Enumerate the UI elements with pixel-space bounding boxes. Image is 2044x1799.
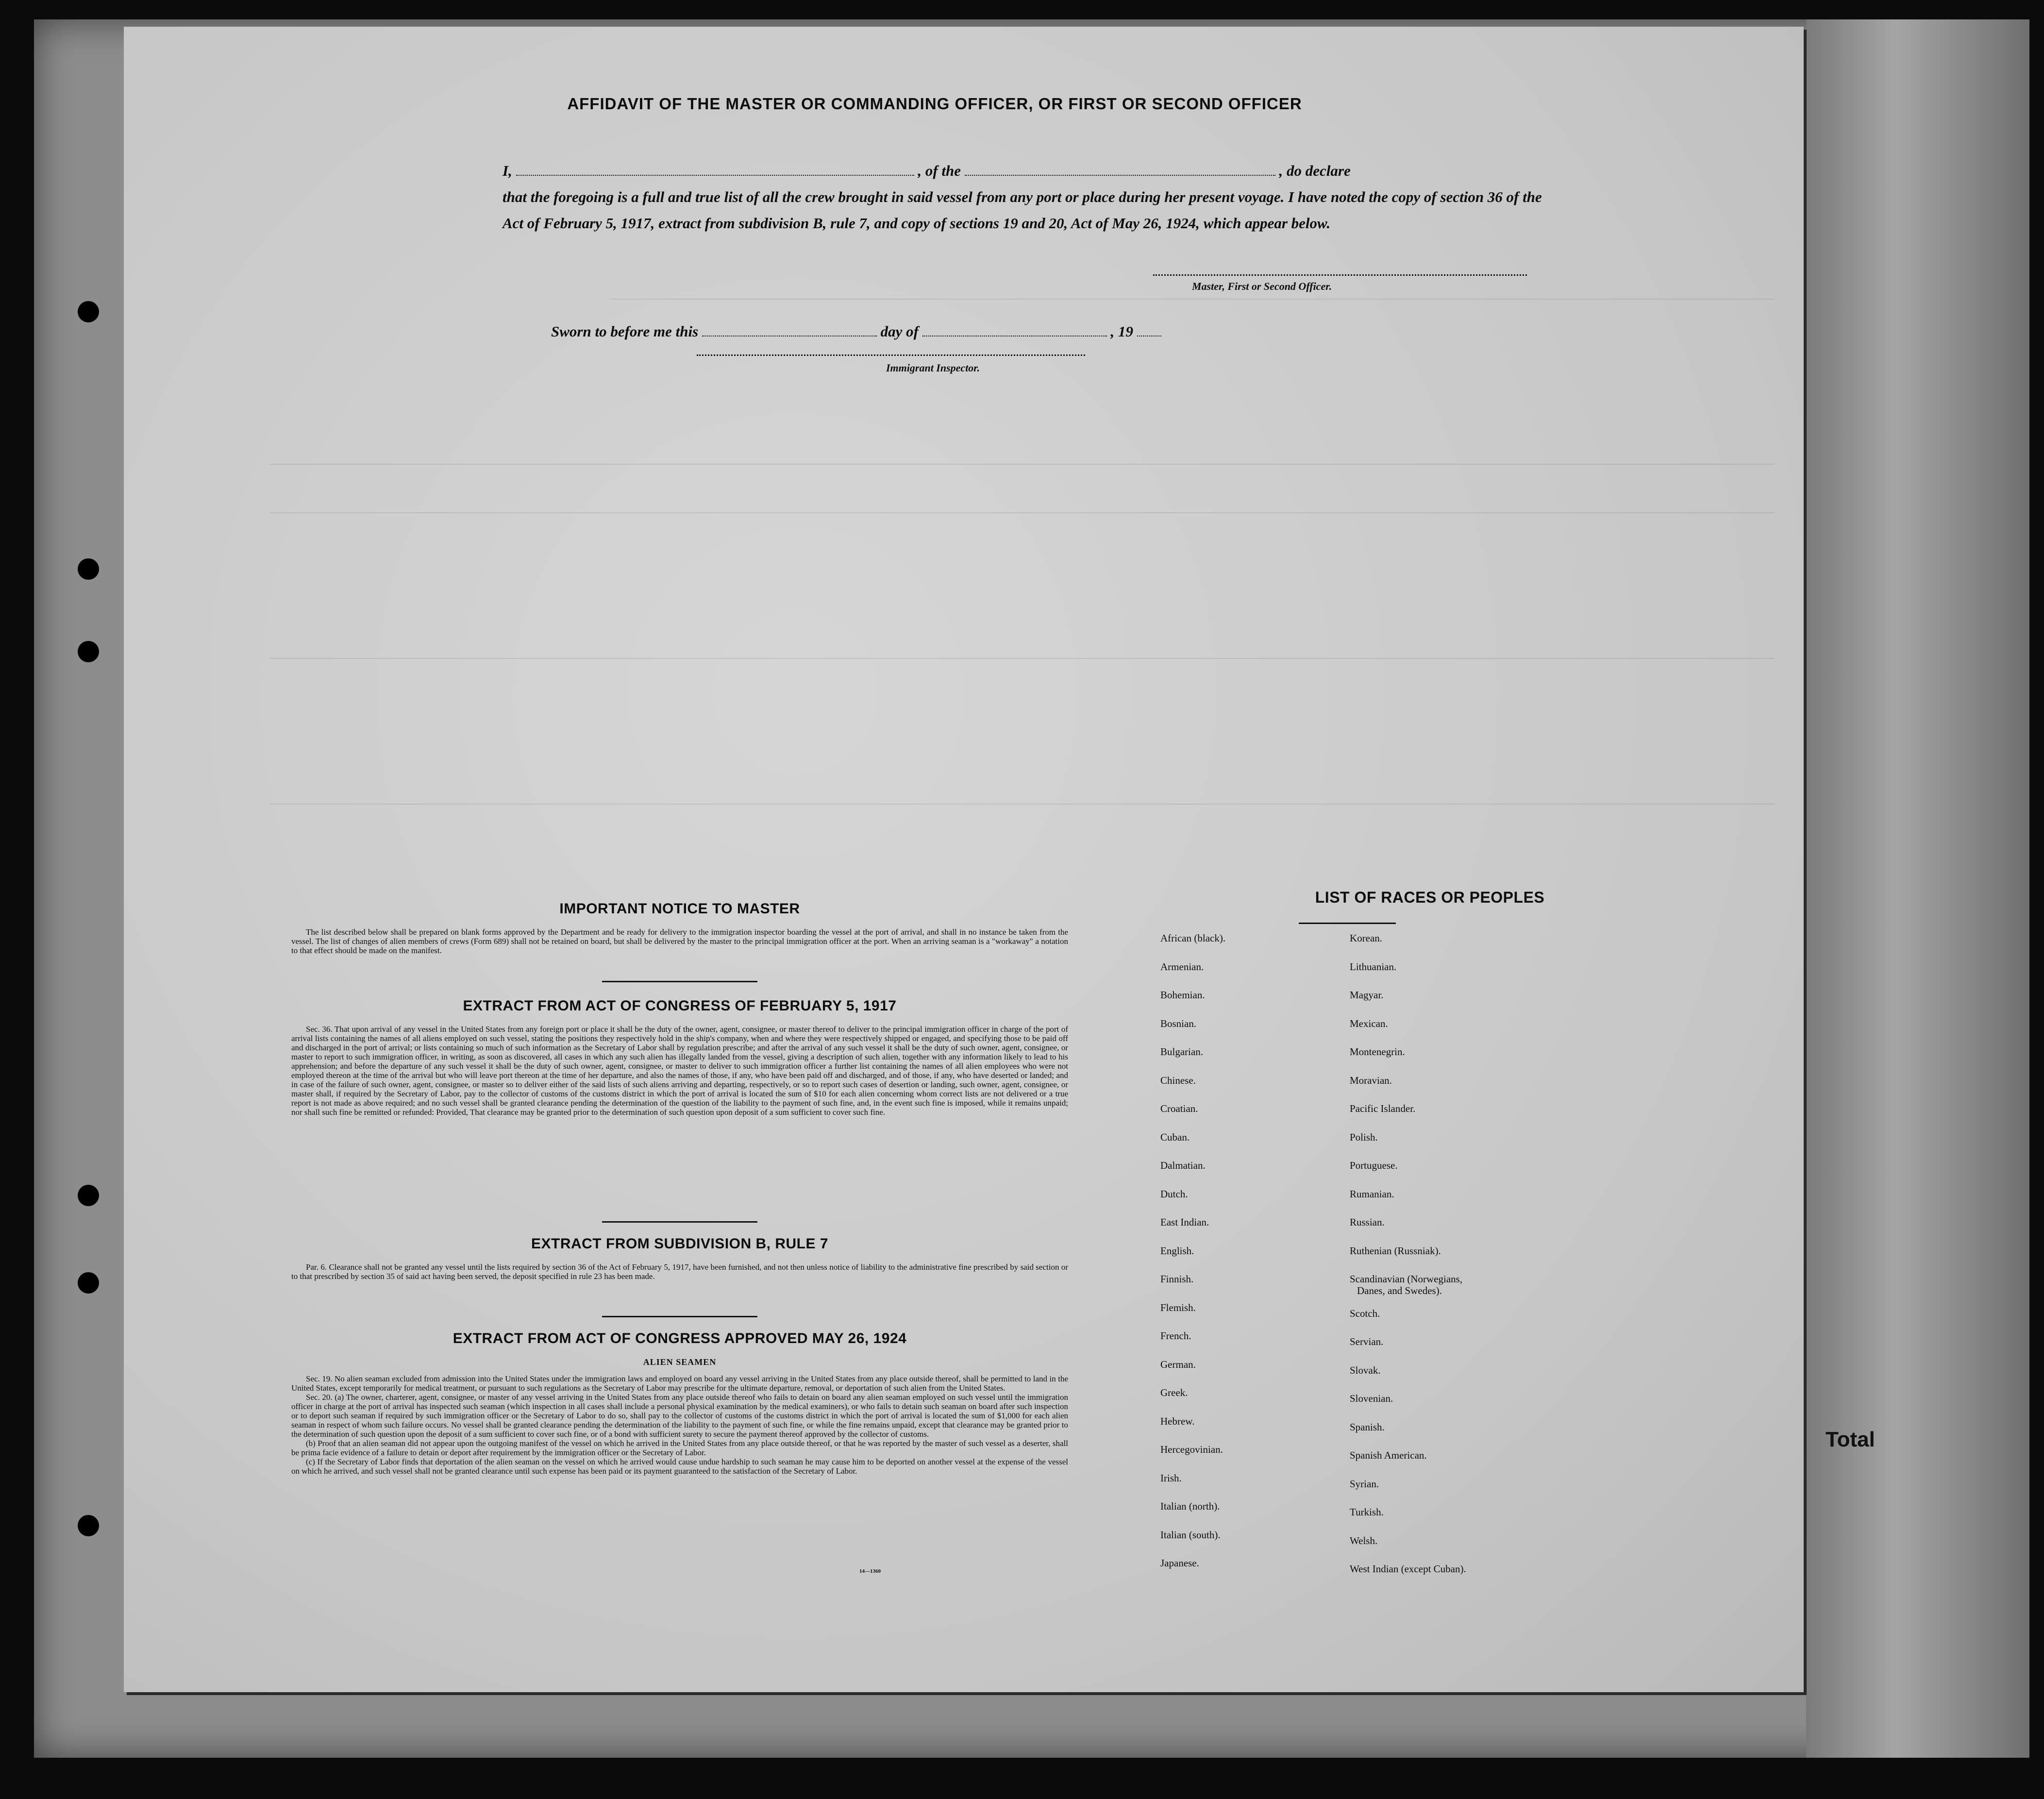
race-item: Polish. <box>1350 1131 1378 1143</box>
extract-1924-text <box>291 1374 1068 1476</box>
show-through-rule <box>269 804 1775 805</box>
races-title: LIST OF RACES OR PEOPLES <box>1315 889 1545 906</box>
extract-rule7-paragraph: Par. 6. Clearance shall not be granted any vessel until the lists required by section 36 of the Act of February 5, 1917, have been furnished, and not then unless notice of liability to the administrative fine prescribed by said section or to that prescribed by section 35 of said act having been served, the deposit specified in rule 23 has been made. <box>291 1262 1068 1281</box>
race-item: Spanish. <box>1350 1421 1385 1433</box>
sworn-line <box>551 323 1161 340</box>
race-item: Mexican. <box>1350 1017 1388 1029</box>
race-item: Rumanian. <box>1350 1188 1394 1200</box>
affidavit-i-label: I, <box>503 162 512 179</box>
affidavit-of-label: , of the <box>918 162 961 179</box>
race-item: Flemish. <box>1160 1301 1196 1313</box>
affidavit-title: AFFIDAVIT OF THE MASTER OR COMMANDING OFFICER, OR FIRST OR SECOND OFFICER <box>567 95 1302 113</box>
vessel-field[interactable] <box>965 163 1275 176</box>
punch-hole <box>78 558 99 580</box>
race-item: Dalmatian. <box>1160 1160 1206 1171</box>
race-item: Magyar. <box>1350 989 1384 1001</box>
name-field[interactable] <box>516 163 914 176</box>
race-item: Irish. <box>1160 1472 1182 1484</box>
race-item: French. <box>1160 1330 1191 1342</box>
race-item: Portuguese. <box>1350 1160 1398 1171</box>
punch-hole <box>78 1185 99 1206</box>
race-item: Croatian. <box>1160 1103 1198 1114</box>
affidavit-declaration <box>503 158 1561 236</box>
punch-hole <box>78 1272 99 1294</box>
race-item: Hercegovinian. <box>1160 1444 1223 1455</box>
race-item: East Indian. <box>1160 1216 1209 1228</box>
extract-1924-paragraph: Sec. 20. (a) The owner, charterer, agent, consignee, or master of any vessel arriving in the United States from any place outside thereof who fails to detain on board any alien seaman employed on such vessel until the immigration officer in charge at the port of arrival has inspected such seaman (which inspection in all cases shall include a personal physical examination by the medical examiners), or who fails to detain such seaman on board after such inspection or to deport such seaman if required by such immigration officer or the Secretary of Labor to do so, shall pay to the collector of customs of the customs district in which the port of arrival is located the sum of $1,000 for each alien seaman in respect of whom such failure occurs. No vessel shall be granted clearance pending the determination of the liability to the payment of such fine, or while the fine remains unpaid, except that clearance may be granted prior to the determination of such question upon the deposit of a sum sufficient to cover such fine, or of a bond with sufficient surety to secure the payment thereof approved by the collector of customs. <box>291 1393 1068 1439</box>
race-item: Japanese. <box>1160 1557 1199 1569</box>
race-item: German. <box>1160 1358 1196 1370</box>
race-item: Montenegrin. <box>1350 1046 1405 1058</box>
race-item: Italian (north). <box>1160 1500 1220 1512</box>
show-through-rule <box>269 512 1775 513</box>
race-item: Italian (south). <box>1160 1529 1221 1541</box>
race-item: Bulgarian. <box>1160 1046 1204 1058</box>
race-item: Servian. <box>1350 1336 1384 1347</box>
race-item: Chinese. <box>1160 1074 1196 1086</box>
extract-rule7-text <box>291 1262 1068 1281</box>
section-divider <box>602 1221 757 1223</box>
race-item: Dutch. <box>1160 1188 1188 1200</box>
sworn-month-field[interactable] <box>922 324 1107 336</box>
race-item: Cuban. <box>1160 1131 1190 1143</box>
race-item: Syrian. <box>1350 1478 1379 1490</box>
race-item: West Indian (except Cuban). <box>1350 1563 1466 1575</box>
race-item: Armenian. <box>1160 960 1204 973</box>
race-item: Slovenian. <box>1350 1393 1393 1404</box>
race-item: African (black). <box>1160 932 1226 944</box>
extract-1917-paragraph: Sec. 36. That upon arrival of any vessel in the United States from any foreign port or place it shall be the duty of the owner, agent, consignee, or master thereof to deliver to the principal immigration officer in charge of the port of arrival lists containing the names of all aliens employed on such vessel, stating the positions they respectively hold in the ship's company, when and where they were respectively shipped or engaged, and specifying those to be paid off and discharged in the port of arrival; or lists containing so much of such information as the Secretary of Labor shall by regulation prescribe; and after the arrival of any such vessel it shall be the duty of such owner, agent, consignee, or master to report to such immigration officer, in writing, as soon as discovered, all cases in which any such alien has illegally landed from the vessel, giving a description of such alien, together with any information likely to lead to his apprehension; and before the departure of any such vessel it shall be the duty of such owner, agent, consignee, or master to deliver to such immigration officer a further list containing the names of all alien employees who were not employed thereon at the time of the arrival but who will leave port thereon at the time of her departure, and also the names of those, if any, who have been paid off and discharged, and of those, if any, who have deserted or landed; and in case of the failure of such owner, agent, consignee, or master so to deliver either of the said lists of such aliens arriving and departing, respectively, or so to report such cases of desertion or landing, such owner, agent, consignee, or master shall, if required by the Secretary of Labor, pay to the collector of customs of the customs district in which the port of arrival is located the sum of $10 for each alien concerning whom correct lists are not delivered or a true report is not made as above required; and no such vessel shall be granted clearance pending the determination of the question of the liability to the payment of such fine, and, in the event such fine is imposed, while it remains unpaid; nor shall such fine be remitted or refunded: Provided, That clearance may be granted prior to the determination of such question upon deposit of a sum sufficient to cover such fine. <box>291 1025 1068 1117</box>
section-divider <box>602 981 757 982</box>
race-item: Pacific Islander. <box>1350 1103 1416 1114</box>
notice-paragraph: The list described below shall be prepared on blank forms approved by the Department and be ready for delivery to the immigration inspector boarding the vessel at the port of arrival, and shall in no instance be taken from the vessel. The list of changes of alien members of crews (Form 689) shall not be retained on board, but shall be delivered by the master to the principal immigration officer at the port. When an arriving seaman is a "workaway" a notation to that effect should be made on the manifest. <box>291 927 1068 955</box>
show-through-rule <box>269 464 1775 465</box>
inspector-caption: Immigrant Inspector. <box>886 362 980 374</box>
race-item: Scotch. <box>1350 1307 1380 1319</box>
affidavit-declare-label: , do declare <box>1279 162 1351 179</box>
show-through-rule <box>609 299 1775 300</box>
form-number: 14—1360 <box>859 1568 881 1574</box>
show-through-rule <box>269 658 1775 659</box>
sworn-year-field[interactable] <box>1137 324 1161 336</box>
extract-1924-subtitle: ALIEN SEAMEN <box>643 1357 717 1367</box>
extract-rule7-title: EXTRACT FROM SUBDIVISION B, RULE 7 <box>531 1236 829 1252</box>
extract-1917-title: EXTRACT FROM ACT OF CONGRESS OF FEBRUARY 5, 1917 <box>463 998 897 1014</box>
extract-1924-paragraph: (b) Proof that an alien seaman did not appear upon the outgoing manifest of the vessel on which he arrived in the United States from any place outside thereof, or that he was reported by the master of such vessel as a deserter, shall be prima facie evidence of a failure to detain or deport after requirement by the immigration officer or the Secretary of Labor. <box>291 1439 1068 1457</box>
race-item: Bosnian. <box>1160 1017 1197 1029</box>
race-item: Welsh. <box>1350 1534 1378 1547</box>
extract-1924-paragraph: Sec. 19. No alien seaman excluded from admission into the United States under the immigration laws and employed on board any vessel arriving in the United States from any place outside thereof, shall be permitted to land in the United States, except temporarily for medical treatment, or pursuant to such regulations as the Secretary of Labor may prescribe for the ultimate departure, removal, or deportation of such alien from the United States. <box>291 1374 1068 1393</box>
sworn-day-label: day of <box>880 323 919 340</box>
race-item: Danes, and Swedes). <box>1357 1285 1442 1296</box>
notice-text <box>291 927 1068 955</box>
race-item: Scandinavian (Norwegians, <box>1350 1273 1463 1285</box>
races-title-rule <box>1299 923 1396 924</box>
sworn-prefix: Sworn to before me this <box>551 323 699 340</box>
race-item: Turkish. <box>1350 1506 1384 1518</box>
race-item: Lithuanian. <box>1350 960 1397 973</box>
extract-1924-paragraph: (c) If the Secretary of Labor finds that deportation of the alien seaman on the vessel on which he arrived would cause undue hardship to such seaman he may cause him to be deported on another vessel at the expense of the vessel on which he arrived, and such vessel shall not be granted clearance until such expense has been paid or its payment guaranteed to the satisfaction of the Secretary of Labor. <box>291 1457 1068 1476</box>
race-item: Russian. <box>1350 1216 1385 1228</box>
affidavit-body-text: that the foregoing is a full and true list of all the crew brought in said vessel from any port or place during her present voyage. I have noted the copy of section 36 of the Act of February 5, 1917, extract from subdivision B, rule 7, and copy of sections 19 and 20, Act of May 26, 1924, which appear below. <box>503 188 1542 232</box>
affidavit-form-sheet <box>124 27 1804 1692</box>
race-item: Slovak. <box>1350 1364 1381 1376</box>
race-item: Bohemian. <box>1160 989 1205 1001</box>
section-divider <box>602 1316 757 1317</box>
affidavit-fill-line-row <box>503 158 1561 184</box>
race-item: Ruthenian (Russniak). <box>1350 1244 1441 1257</box>
master-signature-field[interactable] <box>1153 274 1527 276</box>
extract-1924-title: EXTRACT FROM ACT OF CONGRESS APPROVED MAY 26, 1924 <box>452 1330 907 1346</box>
notice-title: IMPORTANT NOTICE TO MASTER <box>559 901 800 917</box>
extract-1917-text <box>291 1025 1068 1117</box>
race-item: English. <box>1160 1244 1194 1257</box>
race-item: Hebrew. <box>1160 1415 1195 1427</box>
race-item: Greek. <box>1160 1387 1188 1398</box>
race-item: Finnish. <box>1160 1273 1194 1285</box>
inspector-signature-field[interactable] <box>697 354 1085 356</box>
race-item: Korean. <box>1350 932 1383 944</box>
punch-hole <box>78 641 99 662</box>
punch-hole <box>78 1515 99 1536</box>
underlying-total-label: Total <box>1826 1428 1875 1451</box>
sworn-date-field[interactable] <box>702 324 877 336</box>
master-caption: Master, First or Second Officer. <box>1192 280 1332 292</box>
punch-hole <box>78 301 99 322</box>
sworn-year-label: , 19 <box>1110 323 1133 340</box>
underlying-sheet-edge <box>1806 19 2029 1758</box>
race-item: Moravian. <box>1350 1074 1392 1086</box>
race-item: Spanish American. <box>1350 1449 1427 1461</box>
